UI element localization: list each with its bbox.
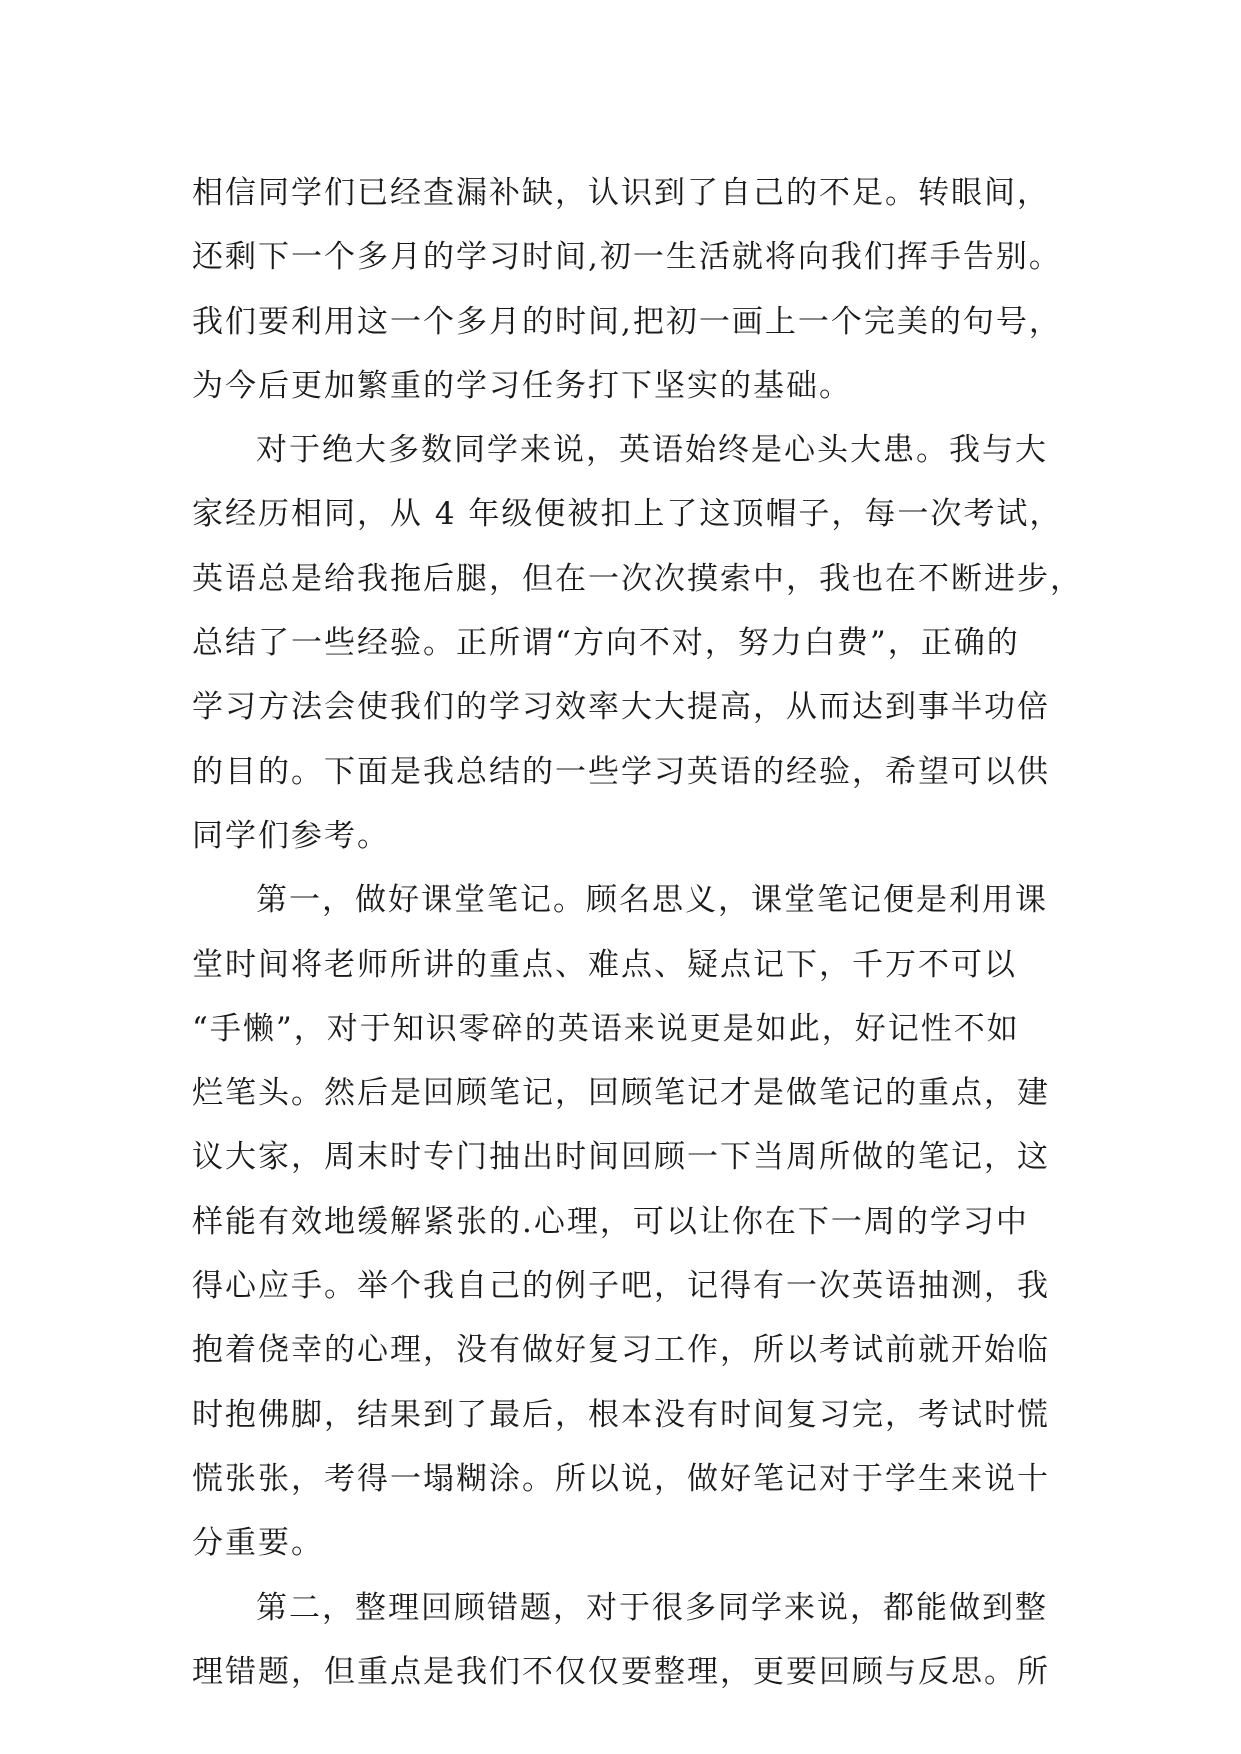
paragraph-1 [192,161,1092,418]
text-line: 议大家，周末时专门抽出时间回顾一下当周所做的笔记，这 [192,1139,1050,1176]
text-line: 英语总是给我拖后腿，但在一次次摸索中，我也在不断进步， [192,560,1083,597]
text-line: 家经历相同，从 4 年级便被扣上了这顶帽子，每一次考试， [192,496,1063,533]
text-line: 第一，做好课堂笔记。顾名思义，课堂笔记便是利用课 [256,882,1048,919]
text-line: 学习方法会使我们的学习效率大大提高，从而达到事半功倍 [192,689,1050,726]
text-line: 慌张张，考得一塌糊涂。所以说，做好笔记对于学生来说十 [192,1460,1050,1497]
text-line: 烂笔头。然后是回顾笔记，回顾笔记才是做笔记的重点，建 [192,1075,1050,1112]
text-line: 总结了一些经验。正所谓“方向不对，努力白费”，正确的 [192,625,1020,662]
document-body [192,161,1092,1704]
text-line: 得心应手。举个我自己的例子吧，记得有一次英语抽测，我 [192,1268,1050,1305]
text-line: 还剩下一个多月的学习时间,初一生活就将向我们挥手告别。 [192,239,1062,276]
paragraph-3 [192,868,1092,1575]
paragraph-4 [192,1576,1092,1705]
text-line: 相信同学们已经查漏补缺，认识到了自己的不足。转眼间， [192,175,1050,211]
text-line: 对于绝大多数同学来说，英语始终是心头大患。我与大 [256,432,1048,469]
text-line: 抱着侥幸的心理，没有做好复习工作，所以考试前就开始临 [192,1332,1050,1369]
text-line: 的目的。下面是我总结的一些学习英语的经验，希望可以供 [192,753,1050,790]
text-line: “手懒”，对于知识零碎的英语来说更是如此，好记性不如 [192,1010,1020,1047]
text-line: 堂时间将老师所讲的重点、难点、疑点记下，千万不可以 [192,946,1017,983]
text-line: 分重要。 [192,1525,324,1562]
text-line: 样能有效地缓解紧张的.心理，可以让你在下一周的学习中 [192,1203,1029,1240]
text-line: 时抱佛脚，结果到了最后，根本没有时间复习完，考试时慌 [192,1396,1050,1433]
paragraph-2 [192,418,1092,868]
text-line: 第二，整理回顾错题，对于很多同学来说，都能做到整 [256,1589,1048,1626]
text-line: 理错题，但重点是我们不仅仅要整理，更要回顾与反思。所 [192,1653,1050,1690]
text-line: 为今后更加繁重的学习任务打下坚实的基础。 [192,367,852,404]
text-line: 同学们参考。 [192,817,390,854]
text-line: 我们要利用这一个多月的时间,把初一画上一个完美的句号， [192,303,1062,340]
